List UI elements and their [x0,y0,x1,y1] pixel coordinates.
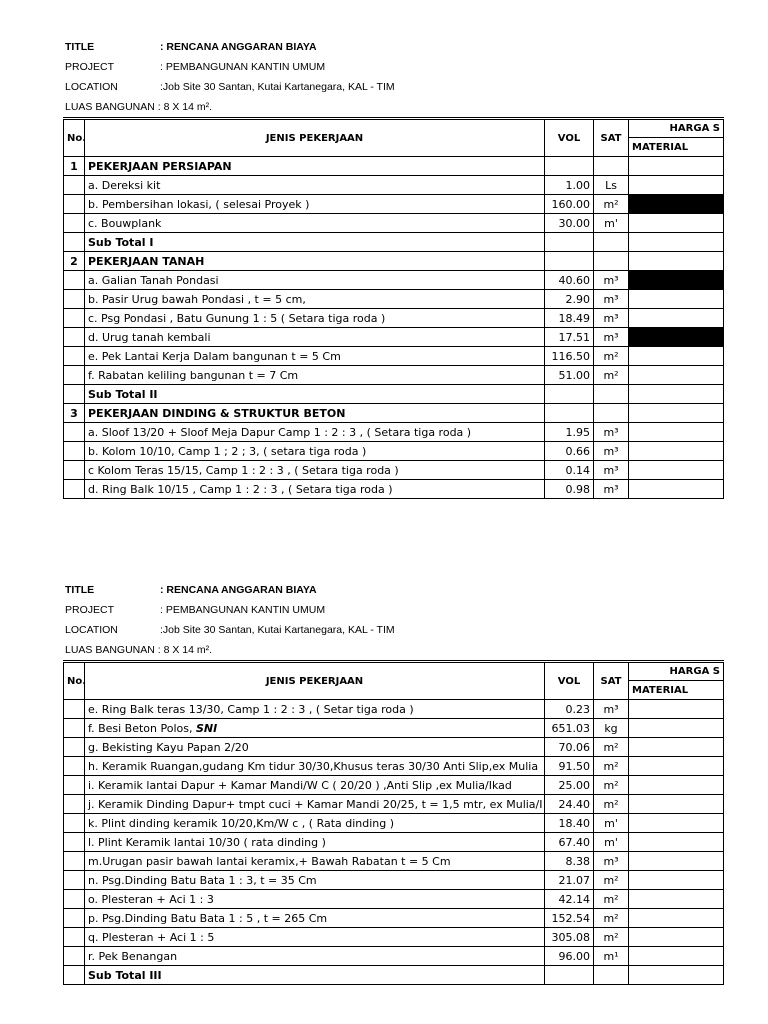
cell-vol: 24.40 [545,795,594,814]
cell-material [629,947,724,966]
table-row [64,347,724,366]
table-row [64,833,724,852]
cell-jenis-pekerjaan: n. Psg.Dinding Batu Bata 1 : 3, t = 35 Cm [85,871,545,890]
title-value: : RENCANA ANGGARAN BIAYA [160,584,317,596]
cell-jenis-pekerjaan: k. Plint dinding keramik 10/20,Km/W c , ( Rata dinding ) [85,814,545,833]
table-row [64,176,724,195]
cell-jenis-pekerjaan [85,719,545,738]
cell-vol: 51.00 [545,366,594,385]
table-row [64,814,724,833]
table-row [64,328,724,347]
luas-bangunan: LUAS BANGUNAN : 8 X 14 m². [65,101,213,113]
cell-material [629,271,724,290]
cell-material [629,833,724,852]
cell-vol: 25.00 [545,776,594,795]
cell-material [629,385,724,404]
cell-sat: m³ [594,271,629,290]
cell-no [64,366,85,385]
table-row [64,719,724,738]
location-key: LOCATION [65,624,118,636]
cell-no [64,738,85,757]
cell-vol: 0.23 [545,700,594,719]
cell-sat [594,966,629,985]
cell-jenis-pekerjaan: a. Sloof 13/20 + Sloof Meja Dapur Camp 1 : 2 : 3 , ( Setara tiga roda ) [85,423,545,442]
cell-vol: 305.08 [545,928,594,947]
item-emphasis: SNI [195,721,218,735]
cell-sat: m² [594,890,629,909]
cell-material [629,233,724,252]
cell-sat [594,157,629,176]
cell-vol: 1.00 [545,176,594,195]
cell-no [64,814,85,833]
cell-vol [545,966,594,985]
col-harga: HARGA S [629,662,724,681]
cell-jenis-pekerjaan: d. Ring Balk 10/15 , Camp 1 : 2 : 3 , ( Setara tiga roda ) [85,480,545,499]
cell-no [64,890,85,909]
cell-jenis-pekerjaan: m.Urugan pasir bawah lantai keramix,+ Bawah Rabatan t = 5 Cm [85,852,545,871]
cell-jenis-pekerjaan: p. Psg.Dinding Batu Bata 1 : 5 , t = 265 Cm [85,909,545,928]
table-row [64,309,724,328]
cell-vol: 18.49 [545,309,594,328]
cell-material [629,890,724,909]
cell-material [629,347,724,366]
project-value: : PEMBANGUNAN KANTIN UMUM [160,61,326,73]
cell-material [629,852,724,871]
cell-sat: m³ [594,700,629,719]
table-row [64,928,724,947]
rab-table-1-body [64,157,724,499]
cell-no [64,909,85,928]
cell-vol: 40.60 [545,271,594,290]
subtotal-row [64,233,724,252]
cell-jenis-pekerjaan: l. Plint Keramik lantai 10/30 ( rata dinding ) [85,833,545,852]
section-row [64,252,724,271]
cell-sat: m³ [594,328,629,347]
cell-jenis-pekerjaan: PEKERJAAN TANAH [85,252,545,271]
cell-sat [594,404,629,423]
rab-table-1-wrap [0,117,720,517]
cell-sat: m³ [594,480,629,499]
cell-sat: m' [594,214,629,233]
cell-sat: m³ [594,423,629,442]
cell-sat [594,252,629,271]
cell-sat: m² [594,928,629,947]
cell-jenis-pekerjaan: i. Keramik lantai Dapur + Kamar Mandi/W C ( 20/20 ) ,Anti Slip ,ex Mulia/Ikad [85,776,545,795]
title-key: TITLE [65,41,95,53]
table-row [64,738,724,757]
cell-vol [545,252,594,271]
cell-jenis-pekerjaan: f. Rabatan keliling bangunan t = 7 Cm [85,366,545,385]
cell-vol: 21.07 [545,871,594,890]
cell-no [64,176,85,195]
col-material: MATERIAL [629,681,724,700]
cell-no [64,852,85,871]
col-jenis-pekerjaan: JENIS PEKERJAAN [85,119,545,157]
cell-no [64,776,85,795]
cell-no [64,271,85,290]
project-key: PROJECT [65,604,115,616]
cell-no [64,309,85,328]
cell-material [629,700,724,719]
cell-vol: 17.51 [545,328,594,347]
cell-sat: kg [594,719,629,738]
cell-material [629,195,724,214]
cell-sat: m² [594,195,629,214]
table-row [64,195,724,214]
cell-no [64,757,85,776]
cell-material [629,366,724,385]
cell-material [629,423,724,442]
table-row [64,776,724,795]
col-material: MATERIAL [629,138,724,157]
location-key: LOCATION [65,81,118,93]
cell-material [629,909,724,928]
cell-no: 3 [64,404,85,423]
cell-jenis-pekerjaan: a. Dereksi kit [85,176,545,195]
cell-no [64,719,85,738]
cell-material [629,719,724,738]
cell-sat: m³ [594,309,629,328]
cell-no [64,871,85,890]
cell-jenis-pekerjaan: e. Pek Lantai Kerja Dalam bangunan t = 5 Cm [85,347,545,366]
section-row [64,157,724,176]
cell-no [64,928,85,947]
cell-material [629,176,724,195]
cell-sat: Ls [594,176,629,195]
cell-vol: 0.66 [545,442,594,461]
col-jenis-pekerjaan: JENIS PEKERJAAN [85,662,545,700]
cell-material [629,776,724,795]
cell-jenis-pekerjaan: o. Plesteran + Aci 1 : 3 [85,890,545,909]
col-harga: HARGA S [629,119,724,138]
cell-vol: 651.03 [545,719,594,738]
rab-table-1 [63,117,724,499]
col-vol: VOL [545,119,594,157]
cell-vol: 152.54 [545,909,594,928]
cell-vol: 96.00 [545,947,594,966]
project-key: PROJECT [65,61,115,73]
cell-vol: 116.50 [545,347,594,366]
cell-sat: m² [594,757,629,776]
cell-jenis-pekerjaan: Sub Total I [85,233,545,252]
cell-material [629,757,724,776]
cell-material [629,966,724,985]
cell-jenis-pekerjaan: b. Pembersihan lokasi, ( selesai Proyek ) [85,195,545,214]
col-no: No. [64,119,85,157]
cell-no [64,195,85,214]
cell-jenis-pekerjaan: b. Kolom 10/10, Camp 1 ; 2 ; 3, ( setara tiga roda ) [85,442,545,461]
cell-jenis-pekerjaan: c Kolom Teras 15/15, Camp 1 : 2 : 3 , ( Setara tiga roda ) [85,461,545,480]
cell-vol: 30.00 [545,214,594,233]
cell-vol: 18.40 [545,814,594,833]
rab-table-2-body [64,700,724,985]
cell-material [629,309,724,328]
cell-sat: m² [594,366,629,385]
cell-sat: m² [594,776,629,795]
table-row [64,947,724,966]
cell-no [64,966,85,985]
cell-jenis-pekerjaan: e. Ring Balk teras 13/30, Camp 1 : 2 : 3 , ( Setar tiga roda ) [85,700,545,719]
cell-vol: 160.00 [545,195,594,214]
table-row [64,890,724,909]
cell-no [64,385,85,404]
cell-vol: 2.90 [545,290,594,309]
cell-jenis-pekerjaan: q. Plesteran + Aci 1 : 5 [85,928,545,947]
cell-jenis-pekerjaan: PEKERJAAN PERSIAPAN [85,157,545,176]
cell-no [64,700,85,719]
cell-vol [545,233,594,252]
title-key: TITLE [65,584,95,596]
cell-material [629,252,724,271]
table-row [64,442,724,461]
cell-material [629,871,724,890]
table-row [64,795,724,814]
cell-no [64,233,85,252]
table-row [64,757,724,776]
cell-sat [594,385,629,404]
cell-no [64,461,85,480]
cell-sat: m³ [594,290,629,309]
col-sat: SAT [594,119,629,157]
table-row [64,290,724,309]
col-vol: VOL [545,662,594,700]
cell-vol [545,404,594,423]
cell-material [629,814,724,833]
cell-sat: m² [594,347,629,366]
cell-no [64,442,85,461]
cell-jenis-pekerjaan: j. Keramik Dinding Dapur+ tmpt cuci + Kamar Mandi 20/25, t = 1,5 mtr, ex Mulia/I [85,795,545,814]
cell-no [64,947,85,966]
section-row [64,404,724,423]
cell-jenis-pekerjaan: r. Pek Benangan [85,947,545,966]
cell-vol [545,385,594,404]
table-row [64,871,724,890]
cell-no: 2 [64,252,85,271]
cell-no [64,290,85,309]
cell-jenis-pekerjaan: d. Urug tanah kembali [85,328,545,347]
cell-jenis-pekerjaan: c. Bouwplank [85,214,545,233]
cell-material [629,214,724,233]
cell-sat: m² [594,795,629,814]
cell-no [64,423,85,442]
cell-no [64,480,85,499]
rab-table-2-wrap [0,660,720,1000]
location-value: :Job Site 30 Santan, Kutai Kartanegara, KAL - TIM [160,81,395,93]
cell-vol [545,157,594,176]
cell-vol: 8.38 [545,852,594,871]
cell-vol: 0.14 [545,461,594,480]
cell-sat: m' [594,833,629,852]
col-no: No. [64,662,85,700]
cell-jenis-pekerjaan: h. Keramik Ruangan,gudang Km tidur 30/30,Khusus teras 30/30 Anti Slip,ex Mulia [85,757,545,776]
cell-sat [594,233,629,252]
cell-material [629,442,724,461]
table-row [64,461,724,480]
cell-jenis-pekerjaan: g. Bekisting Kayu Papan 2/20 [85,738,545,757]
table-row [64,852,724,871]
cell-sat: m¹ [594,947,629,966]
cell-material [629,738,724,757]
table-row [64,366,724,385]
cell-sat: m² [594,909,629,928]
cell-sat: m³ [594,461,629,480]
cell-vol: 42.14 [545,890,594,909]
col-sat: SAT [594,662,629,700]
cell-vol: 0.98 [545,480,594,499]
cell-no [64,328,85,347]
cell-jenis-pekerjaan: Sub Total III [85,966,545,985]
cell-material [629,480,724,499]
table-row [64,700,724,719]
subtotal-row [64,966,724,985]
cell-vol: 1.95 [545,423,594,442]
cell-material [629,461,724,480]
cell-material [629,404,724,423]
cell-no [64,347,85,366]
cell-jenis-pekerjaan: a. Galian Tanah Pondasi [85,271,545,290]
cell-sat: m² [594,738,629,757]
luas-bangunan: LUAS BANGUNAN : 8 X 14 m². [65,644,213,656]
cell-sat: m³ [594,852,629,871]
cell-vol: 70.06 [545,738,594,757]
cell-material [629,157,724,176]
cell-jenis-pekerjaan: PEKERJAAN DINDING & STRUKTUR BETON [85,404,545,423]
title-value: : RENCANA ANGGARAN BIAYA [160,41,317,53]
subtotal-row [64,385,724,404]
cell-no [64,795,85,814]
cell-jenis-pekerjaan: c. Psg Pondasi , Batu Gunung 1 : 5 ( Setara tiga roda ) [85,309,545,328]
cell-no [64,833,85,852]
cell-material [629,795,724,814]
rab-table-2 [63,660,724,985]
cell-material [629,328,724,347]
table-row [64,909,724,928]
cell-sat: m' [594,814,629,833]
cell-sat: m³ [594,442,629,461]
location-value: :Job Site 30 Santan, Kutai Kartanegara, KAL - TIM [160,624,395,636]
table-row [64,271,724,290]
cell-no [64,214,85,233]
table-row [64,423,724,442]
cell-vol: 67.40 [545,833,594,852]
table-row [64,480,724,499]
cell-jenis-pekerjaan: Sub Total II [85,385,545,404]
cell-material [629,290,724,309]
cell-vol: 91.50 [545,757,594,776]
table-row [64,214,724,233]
project-value: : PEMBANGUNAN KANTIN UMUM [160,604,326,616]
cell-material [629,928,724,947]
cell-jenis-pekerjaan: b. Pasir Urug bawah Pondasi , t = 5 cm, [85,290,545,309]
cell-no: 1 [64,157,85,176]
item-text: f. Besi Beton Polos, [88,721,196,735]
cell-sat: m² [594,871,629,890]
